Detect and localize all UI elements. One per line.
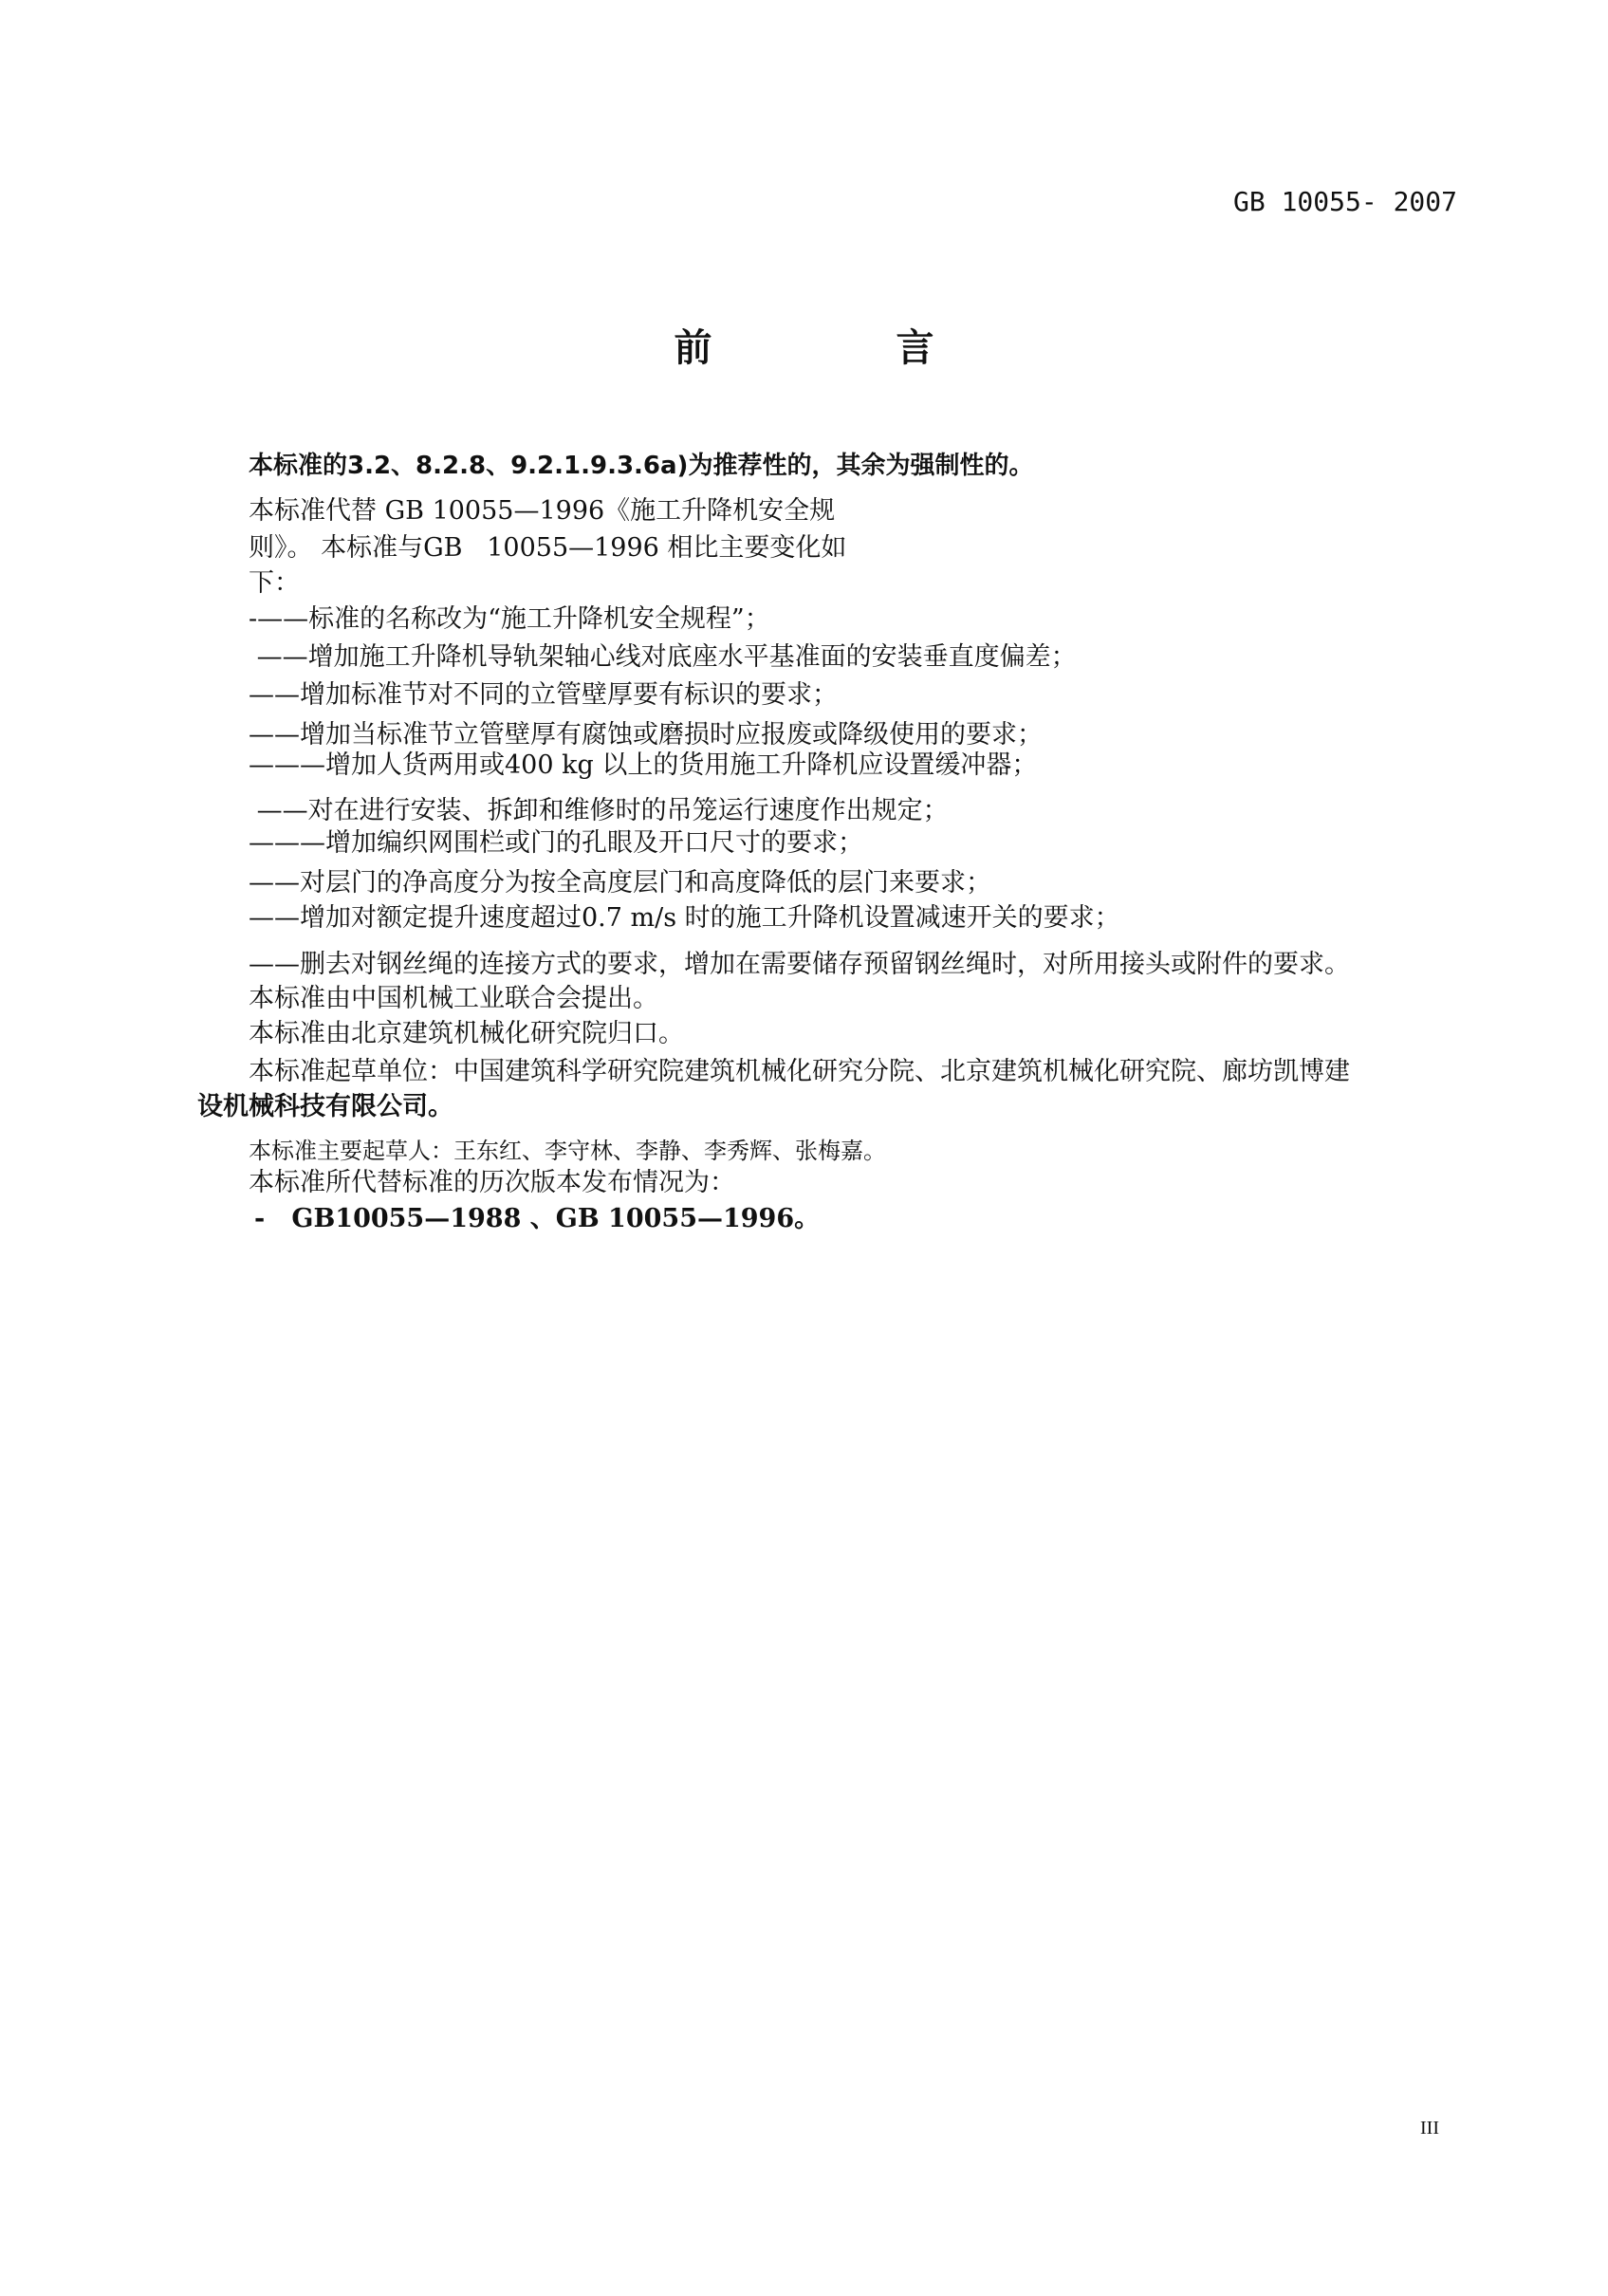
paragraph-drafting-units: 本标准起草单位：中国建筑科学研究院建筑机械化研究分院、北京建筑机械化研究院、廊坊凯博建: [249, 1057, 1350, 1086]
paragraph-4: 下：: [249, 568, 300, 598]
list-item-5: ———增加人货两用或400 kg 以上的货用施工升降机应设置缓冲器；: [249, 750, 1038, 780]
list-item-6: ——对在进行安装、拆卸和维修时的吊笼运行速度作出规定；: [249, 796, 949, 825]
paragraph-3: 则》。 本标准与GB 10055—1996 相比主要变化如: [249, 533, 847, 563]
paragraph-drafting-units-cont: 设机械科技有限公司。: [197, 1092, 453, 1121]
list-item-2: ——增加施工升降机导轨架轴心线对底座水平基准面的安装垂直度偏差；: [249, 642, 1077, 672]
paragraph-proposer: 本标准由中国机械工业联合会提出。: [249, 984, 658, 1013]
paragraph-1: 本标准的3.2、8.2.8、9.2.1.9.3.6a)为推荐性的，其余为强制性的。: [249, 452, 1034, 480]
standard-code: GB 10055- 2007: [1233, 186, 1458, 217]
page-number: III: [1420, 2118, 1439, 2139]
list-item-7: ———增加编织网围栏或门的孔眼及开口尺寸的要求；: [249, 828, 863, 858]
list-item-3: ——增加标准节对不同的立管壁厚要有标识的要求；: [249, 680, 838, 710]
paragraph-2: 本标准代替 GB 10055—1996《施工升降机安全规: [249, 496, 836, 526]
list-item-10: ——删去对钢丝绳的连接方式的要求，增加在需要储存预留钢丝绳时，对所用接头或附件的要求。: [249, 950, 1350, 979]
list-item-4: ——增加当标准节立管壁厚有腐蚀或磨损时应报废或降级使用的要求；: [249, 720, 1043, 750]
paragraph-centralized: 本标准由北京建筑机械化研究院归口。: [249, 1019, 684, 1048]
list-item-1: -——标准的名称改为“施工升降机安全规程”；: [249, 604, 770, 634]
paragraph-history-intro: 本标准所代替标准的历次版本发布情况为：: [249, 1168, 735, 1197]
page-title: 前 言: [674, 326, 1020, 370]
paragraph-history-list: - GB10055—1988 、GB 10055—1996。: [254, 1204, 821, 1233]
list-item-8: ——对层门的净高度分为按全高度层门和高度降低的层门来要求；: [249, 868, 991, 898]
list-item-9: ——增加对额定提升速度超过0.7 m/s 时的施工升降机设置减速开关的要求；: [249, 903, 1120, 933]
paragraph-drafters: 本标准主要起草人：王东红、李守林、李静、李秀辉、张梅嘉。: [249, 1138, 886, 1164]
